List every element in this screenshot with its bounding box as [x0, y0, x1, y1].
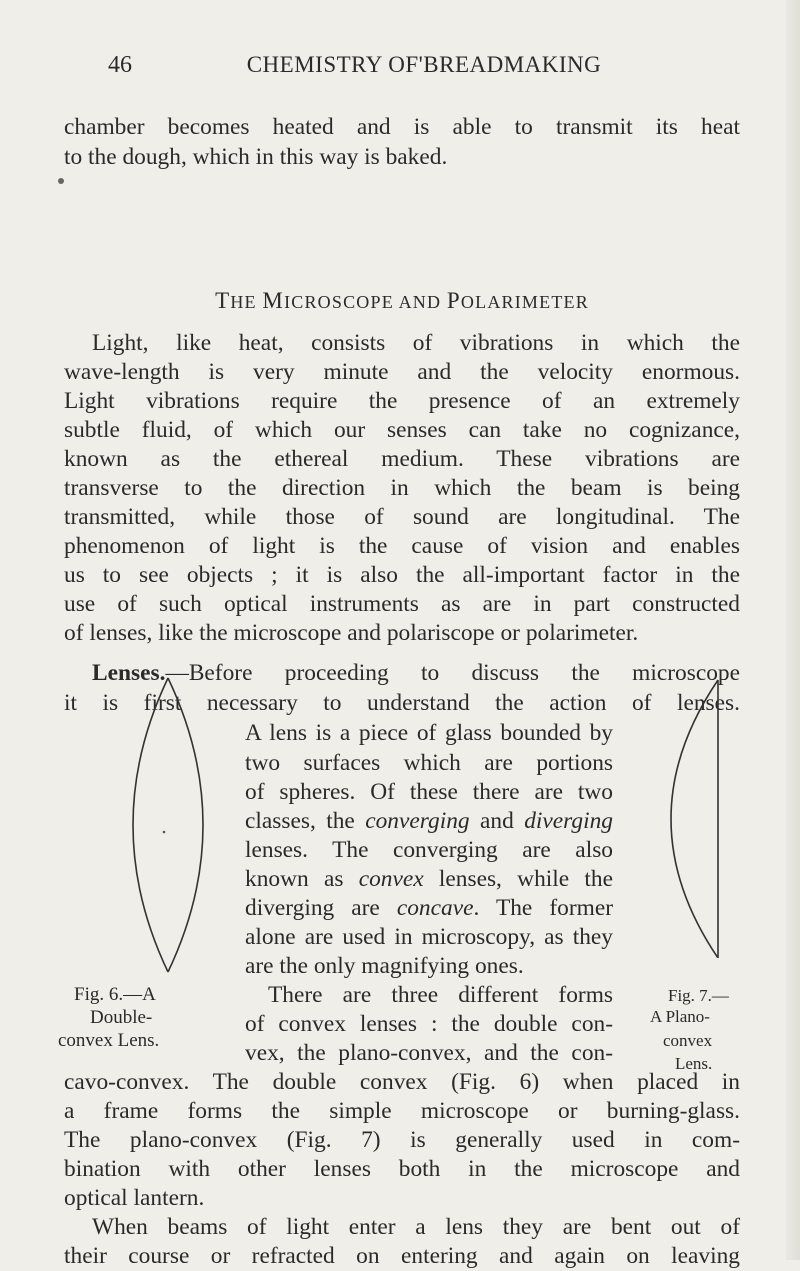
- page-header: [108, 52, 740, 86]
- fig7-caption-line: convex: [663, 1031, 713, 1050]
- text-line: known as the ethereal medium. These vibrations are: [64, 446, 740, 472]
- text-line: optical lantern.: [64, 1185, 205, 1211]
- text-line: diverging are concave. The former: [245, 895, 613, 921]
- section-heading: THE MICROSCOPE AND POLARIMETER: [215, 288, 589, 313]
- text-line: cavo-convex. The double convex (Fig. 6) when placed in: [64, 1069, 740, 1095]
- text-line: There are three different forms: [268, 982, 613, 1008]
- text-line: subtle fluid, of which our senses can take no cognizance,: [64, 417, 740, 443]
- text-line: us to see objects ; it is also the all-important factor in the: [64, 562, 740, 588]
- text-line: to the dough, which in this way is baked.: [64, 144, 448, 170]
- lenses-heading: Lenses.: [92, 660, 166, 686]
- text-line: A lens is a piece of glass bounded by: [245, 720, 613, 746]
- text-line: alone are used in microscopy, as they: [245, 924, 613, 950]
- text-line: their course or refracted on entering and again on leaving: [64, 1243, 740, 1269]
- fig7-caption-line: Lens.: [675, 1054, 713, 1073]
- text-line: two surfaces which are portions: [245, 750, 613, 776]
- fig6-caption-line: Fig. 6.—A: [74, 984, 156, 1005]
- double-convex-lens-icon: [110, 650, 230, 980]
- running-title: CHEMISTRY OF'BREADMAKING: [246, 52, 602, 77]
- page-number: 46: [108, 52, 132, 78]
- fig6-caption-line: convex Lens.: [58, 1030, 160, 1051]
- text-line: transmitted, while those of sound are longitudinal. The: [64, 504, 740, 530]
- text-line: classes, the converging and diverging: [245, 808, 613, 834]
- text-line: of lenses, like the microscope and polariscope or polarimeter.: [64, 620, 639, 646]
- text-line: of convex lenses : the double con-: [245, 1011, 613, 1037]
- text-line: transverse to the direction in which the beam is being: [64, 475, 740, 501]
- text-line: The plano-convex (Fig. 7) is generally used in com-: [64, 1127, 740, 1153]
- text-line: use of such optical instruments as are in part constructed: [64, 591, 740, 617]
- text-line: of spheres. Of these there are two: [245, 779, 613, 805]
- text-line: bination with other lenses both in the microscope and: [64, 1156, 740, 1182]
- margin-dot: [58, 178, 64, 184]
- plano-convex-lens-icon: [640, 658, 730, 958]
- text-line: When beams of light enter a lens they are bent out of: [92, 1214, 740, 1240]
- text-line: it is first necessary to understand the action of lenses.: [64, 690, 740, 716]
- text-line: vex, the plano-convex, and the con-: [245, 1040, 613, 1066]
- text-line: chamber becomes heated and is able to transmit its heat: [64, 114, 740, 140]
- page-edge: [786, 0, 800, 1260]
- fig7-caption-line: A Plano-: [650, 1007, 710, 1026]
- text-line: Light, like heat, consists of vibrations in which the: [92, 330, 740, 356]
- text-line: lenses. The converging are also: [245, 837, 613, 863]
- text-line: Lenses.—Before proceeding to discuss the microscope: [92, 660, 740, 686]
- fig7-caption-line: Fig. 7.—: [668, 986, 729, 1005]
- fig6-caption-line: Double-: [90, 1007, 153, 1028]
- text-line: a frame forms the simple microscope or burning-glass.: [64, 1098, 740, 1124]
- text-line: known as convex lenses, while the: [245, 866, 613, 892]
- text-line: wave-length is very minute and the velocity enormous.: [64, 359, 740, 385]
- text-line: Light vibrations require the presence of an extremely: [64, 388, 740, 414]
- text-line: phenomenon of light is the cause of vision and enables: [64, 533, 740, 559]
- text-line: are the only magnifying ones.: [245, 953, 524, 979]
